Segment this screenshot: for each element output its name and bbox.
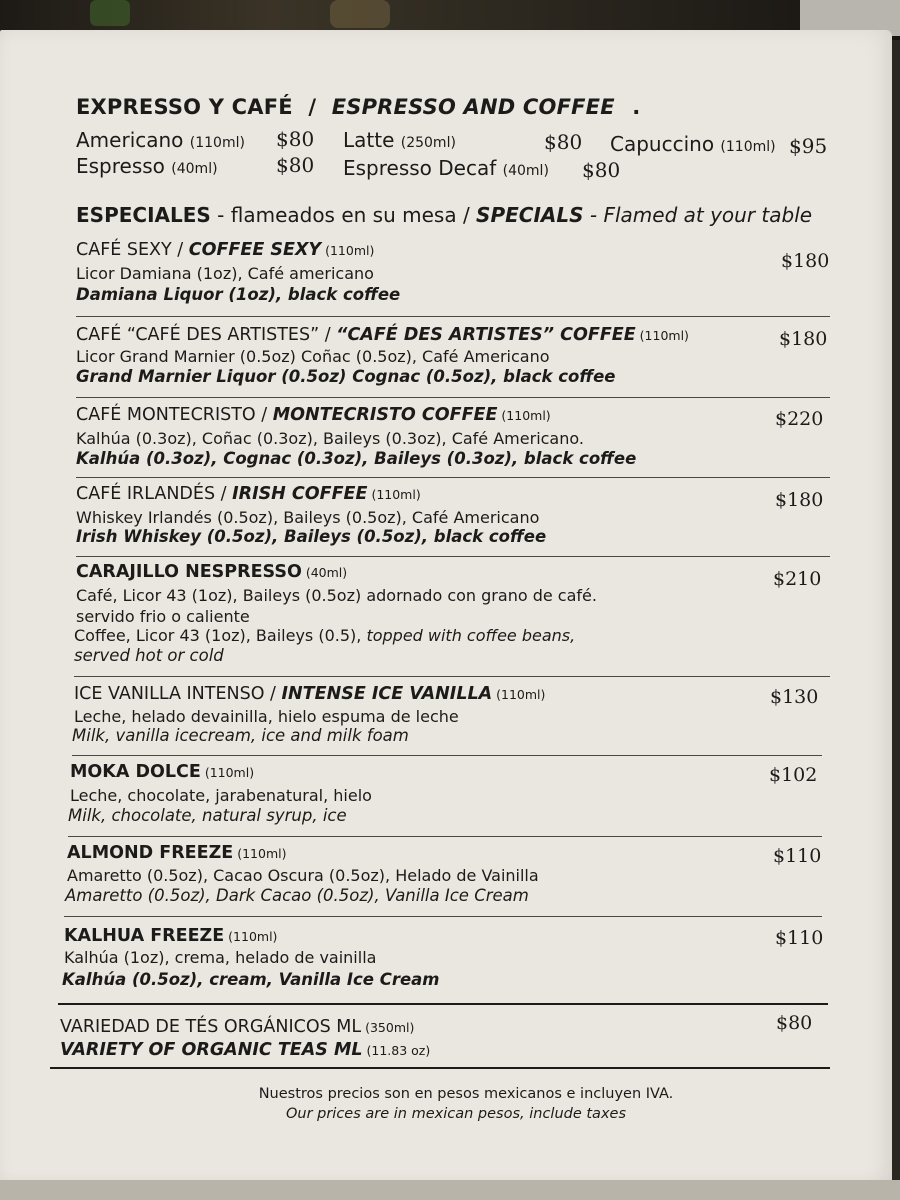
name: VARIETY OF ORGANIC TEAS ML bbox=[60, 1040, 363, 1060]
footer-note-en: Our prices are in mexican pesos, include taxes bbox=[285, 1106, 627, 1122]
item-volume: (40ml) bbox=[502, 163, 549, 179]
name: CARAJILLO NESPRESSO bbox=[76, 562, 302, 582]
teas-price: $80 bbox=[776, 1012, 813, 1034]
special-desc-en: Irish Whiskey (0.5oz), Baileys (0.5oz), black coffee bbox=[76, 527, 547, 546]
special-price: $110 bbox=[773, 845, 822, 867]
item-volume: (250ml) bbox=[400, 135, 456, 151]
coffee-item-espresso bbox=[76, 154, 218, 178]
name: ALMOND FREEZE bbox=[67, 843, 234, 863]
name-es: CAFÉ MONTECRISTO / bbox=[76, 405, 273, 425]
special-price: $102 bbox=[769, 764, 818, 786]
divider bbox=[76, 397, 830, 398]
special-price: $130 bbox=[770, 686, 819, 708]
item-volume: (110ml) bbox=[189, 135, 245, 151]
special-price: $220 bbox=[775, 408, 824, 430]
section-title-specials bbox=[76, 203, 812, 227]
title-en: ESPRESSO AND COFFEE bbox=[331, 95, 615, 119]
name-en: IRISH COFFEE bbox=[232, 484, 368, 504]
item-name: Capuccino bbox=[610, 132, 715, 156]
name-en: “CAFÉ DES ARTISTES” COFFEE bbox=[336, 325, 636, 345]
special-desc-en: Kalhúa (0.5oz), cream, Vanilla Ice Cream bbox=[62, 970, 440, 989]
item-volume: (110ml) bbox=[224, 929, 278, 944]
desc-en-a: Coffee, Licor 43 (1oz), Baileys (0.5), bbox=[74, 626, 367, 645]
specials-en-bold: SPECIALS bbox=[476, 203, 584, 227]
table-surface bbox=[0, 1180, 900, 1200]
coffee-price-capuccino: $95 bbox=[789, 134, 828, 158]
item-volume: (110ml) bbox=[321, 243, 375, 258]
item-name: Espresso bbox=[76, 154, 165, 178]
special-desc-en: Damiana Liquor (1oz), black coffee bbox=[76, 285, 401, 304]
special-desc-es: Licor Grand Marnier (0.5oz) Coñac (0.5oz), Café Americano bbox=[76, 347, 550, 366]
item-volume: (40ml) bbox=[301, 565, 348, 580]
name: KALHUA FREEZE bbox=[64, 926, 225, 946]
special-name-carajillo bbox=[76, 562, 347, 582]
special-price: $210 bbox=[773, 568, 822, 590]
name: VARIEDAD DE TÉS ORGÁNICOS ML bbox=[60, 1017, 362, 1037]
special-name-ice-vanilla bbox=[74, 684, 545, 704]
footer-note-es: Nuestros precios son en pesos mexicanos e incluyen IVA. bbox=[258, 1086, 674, 1102]
divider bbox=[64, 916, 822, 917]
coffee-item-espresso-decaf bbox=[343, 156, 549, 180]
special-price: $180 bbox=[779, 328, 828, 350]
item-volume: (110ml) bbox=[635, 328, 689, 343]
coffee-price-espresso: $80 bbox=[276, 153, 315, 177]
item-volume: (110ml) bbox=[233, 846, 287, 861]
special-desc-en: Grand Marnier Liquor (0.5oz) Cognac (0.5oz), black coffee bbox=[76, 367, 616, 386]
name-es: CAFÉ IRLANDÉS / bbox=[76, 484, 233, 504]
special-desc-es: Licor Damiana (1oz), Café americano bbox=[76, 264, 374, 283]
special-desc-es-2: servido frio o caliente bbox=[76, 607, 250, 626]
section-divider bbox=[58, 1003, 828, 1005]
name-en: COFFEE SEXY bbox=[188, 240, 322, 260]
name-en: MONTECRISTO COFFEE bbox=[272, 405, 498, 425]
coffee-item-capuccino bbox=[610, 132, 776, 156]
title-dot: . bbox=[632, 95, 641, 119]
special-desc-es: Kalhúa (1oz), crema, helado de vainilla bbox=[64, 948, 377, 967]
item-name: Latte bbox=[343, 128, 395, 152]
special-desc-en-2: served hot or cold bbox=[74, 646, 224, 665]
coffee-item-americano bbox=[76, 128, 245, 152]
coffee-price-americano: $80 bbox=[276, 127, 315, 151]
title-separator: / bbox=[308, 95, 317, 119]
teas-name-en bbox=[60, 1040, 430, 1060]
name-en: INTENSE ICE VANILLA bbox=[281, 684, 493, 704]
item-volume: (110ml) bbox=[492, 687, 546, 702]
teas-name-es bbox=[60, 1017, 414, 1037]
item-volume: (350ml) bbox=[361, 1020, 415, 1035]
section-divider bbox=[50, 1067, 830, 1069]
background-light bbox=[90, 0, 130, 26]
coffee-item-latte bbox=[343, 128, 456, 152]
item-volume: (110ml) bbox=[497, 408, 551, 423]
special-desc-en: Milk, vanilla icecream, ice and milk foam bbox=[72, 726, 409, 745]
background-light bbox=[330, 0, 390, 28]
special-desc-en: Kalhúa (0.3oz), Cognac (0.3oz), Baileys (0.3oz), black coffee bbox=[76, 449, 637, 468]
special-desc-en: Milk, chocolate, natural syrup, ice bbox=[68, 806, 347, 825]
item-volume: (11.83 oz) bbox=[362, 1043, 431, 1058]
item-volume: (110ml) bbox=[367, 487, 421, 502]
item-volume: (110ml) bbox=[720, 139, 776, 155]
special-desc-es: Leche, chocolate, jarabenatural, hielo bbox=[70, 786, 372, 805]
specials-es-bold: ESPECIALES bbox=[76, 203, 211, 227]
divider bbox=[76, 477, 830, 478]
item-volume: (110ml) bbox=[200, 765, 255, 780]
special-desc-es: Café, Licor 43 (1oz), Baileys (0.5oz) adornado con grano de café. bbox=[76, 586, 597, 605]
special-name-moka-dolce bbox=[70, 762, 254, 782]
special-name-almond-freeze bbox=[67, 843, 286, 863]
coffee-price-latte: $80 bbox=[544, 130, 583, 154]
divider bbox=[74, 676, 830, 677]
divider bbox=[68, 836, 822, 837]
special-desc-es: Amaretto (0.5oz), Cacao Oscura (0.5oz), Helado de Vainilla bbox=[67, 866, 539, 885]
special-price: $110 bbox=[775, 927, 824, 949]
special-desc-es: Kalhúa (0.3oz), Coñac (0.3oz), Baileys (0.3oz), Café Americano. bbox=[76, 429, 584, 448]
title-es: EXPRESSO Y CAFÉ bbox=[76, 95, 293, 119]
divider bbox=[76, 556, 830, 557]
special-desc-es: Whiskey Irlandés (0.5oz), Baileys (0.5oz), Café Americano bbox=[76, 508, 540, 527]
special-desc-en bbox=[74, 626, 575, 645]
name: MOKA DOLCE bbox=[70, 762, 201, 782]
desc-en-b: topped with coffee beans, bbox=[366, 626, 576, 645]
item-name: Americano bbox=[76, 128, 184, 152]
specials-en-rest: - Flamed at your table bbox=[583, 203, 813, 227]
special-name-cafe-irlandes bbox=[76, 484, 421, 504]
special-name-cafe-montecristo bbox=[76, 405, 551, 425]
section-title-espresso bbox=[76, 95, 640, 119]
item-name: Espresso Decaf bbox=[343, 156, 497, 180]
special-desc-en: Amaretto (0.5oz), Dark Cacao (0.5oz), Vanilla Ice Cream bbox=[65, 886, 529, 905]
item-volume: (40ml) bbox=[171, 161, 218, 177]
special-price: $180 bbox=[781, 250, 830, 272]
divider bbox=[76, 316, 830, 317]
name-es: CAFÉ SEXY / bbox=[76, 240, 189, 260]
divider bbox=[72, 755, 822, 756]
special-price: $180 bbox=[775, 489, 824, 511]
special-name-cafe-des-artistes bbox=[76, 325, 689, 345]
special-desc-es: Leche, helado devainilla, hielo espuma de leche bbox=[74, 707, 459, 726]
special-name-cafe-sexy bbox=[76, 240, 374, 260]
name-es: CAFÉ “CAFÉ DES ARTISTES” / bbox=[76, 325, 337, 345]
special-name-kalhua-freeze bbox=[64, 926, 277, 946]
coffee-price-espresso-decaf: $80 bbox=[582, 158, 621, 182]
specials-es-rest: - flameados en su mesa / bbox=[210, 203, 477, 227]
name-es: ICE VANILLA INTENSO / bbox=[74, 684, 282, 704]
